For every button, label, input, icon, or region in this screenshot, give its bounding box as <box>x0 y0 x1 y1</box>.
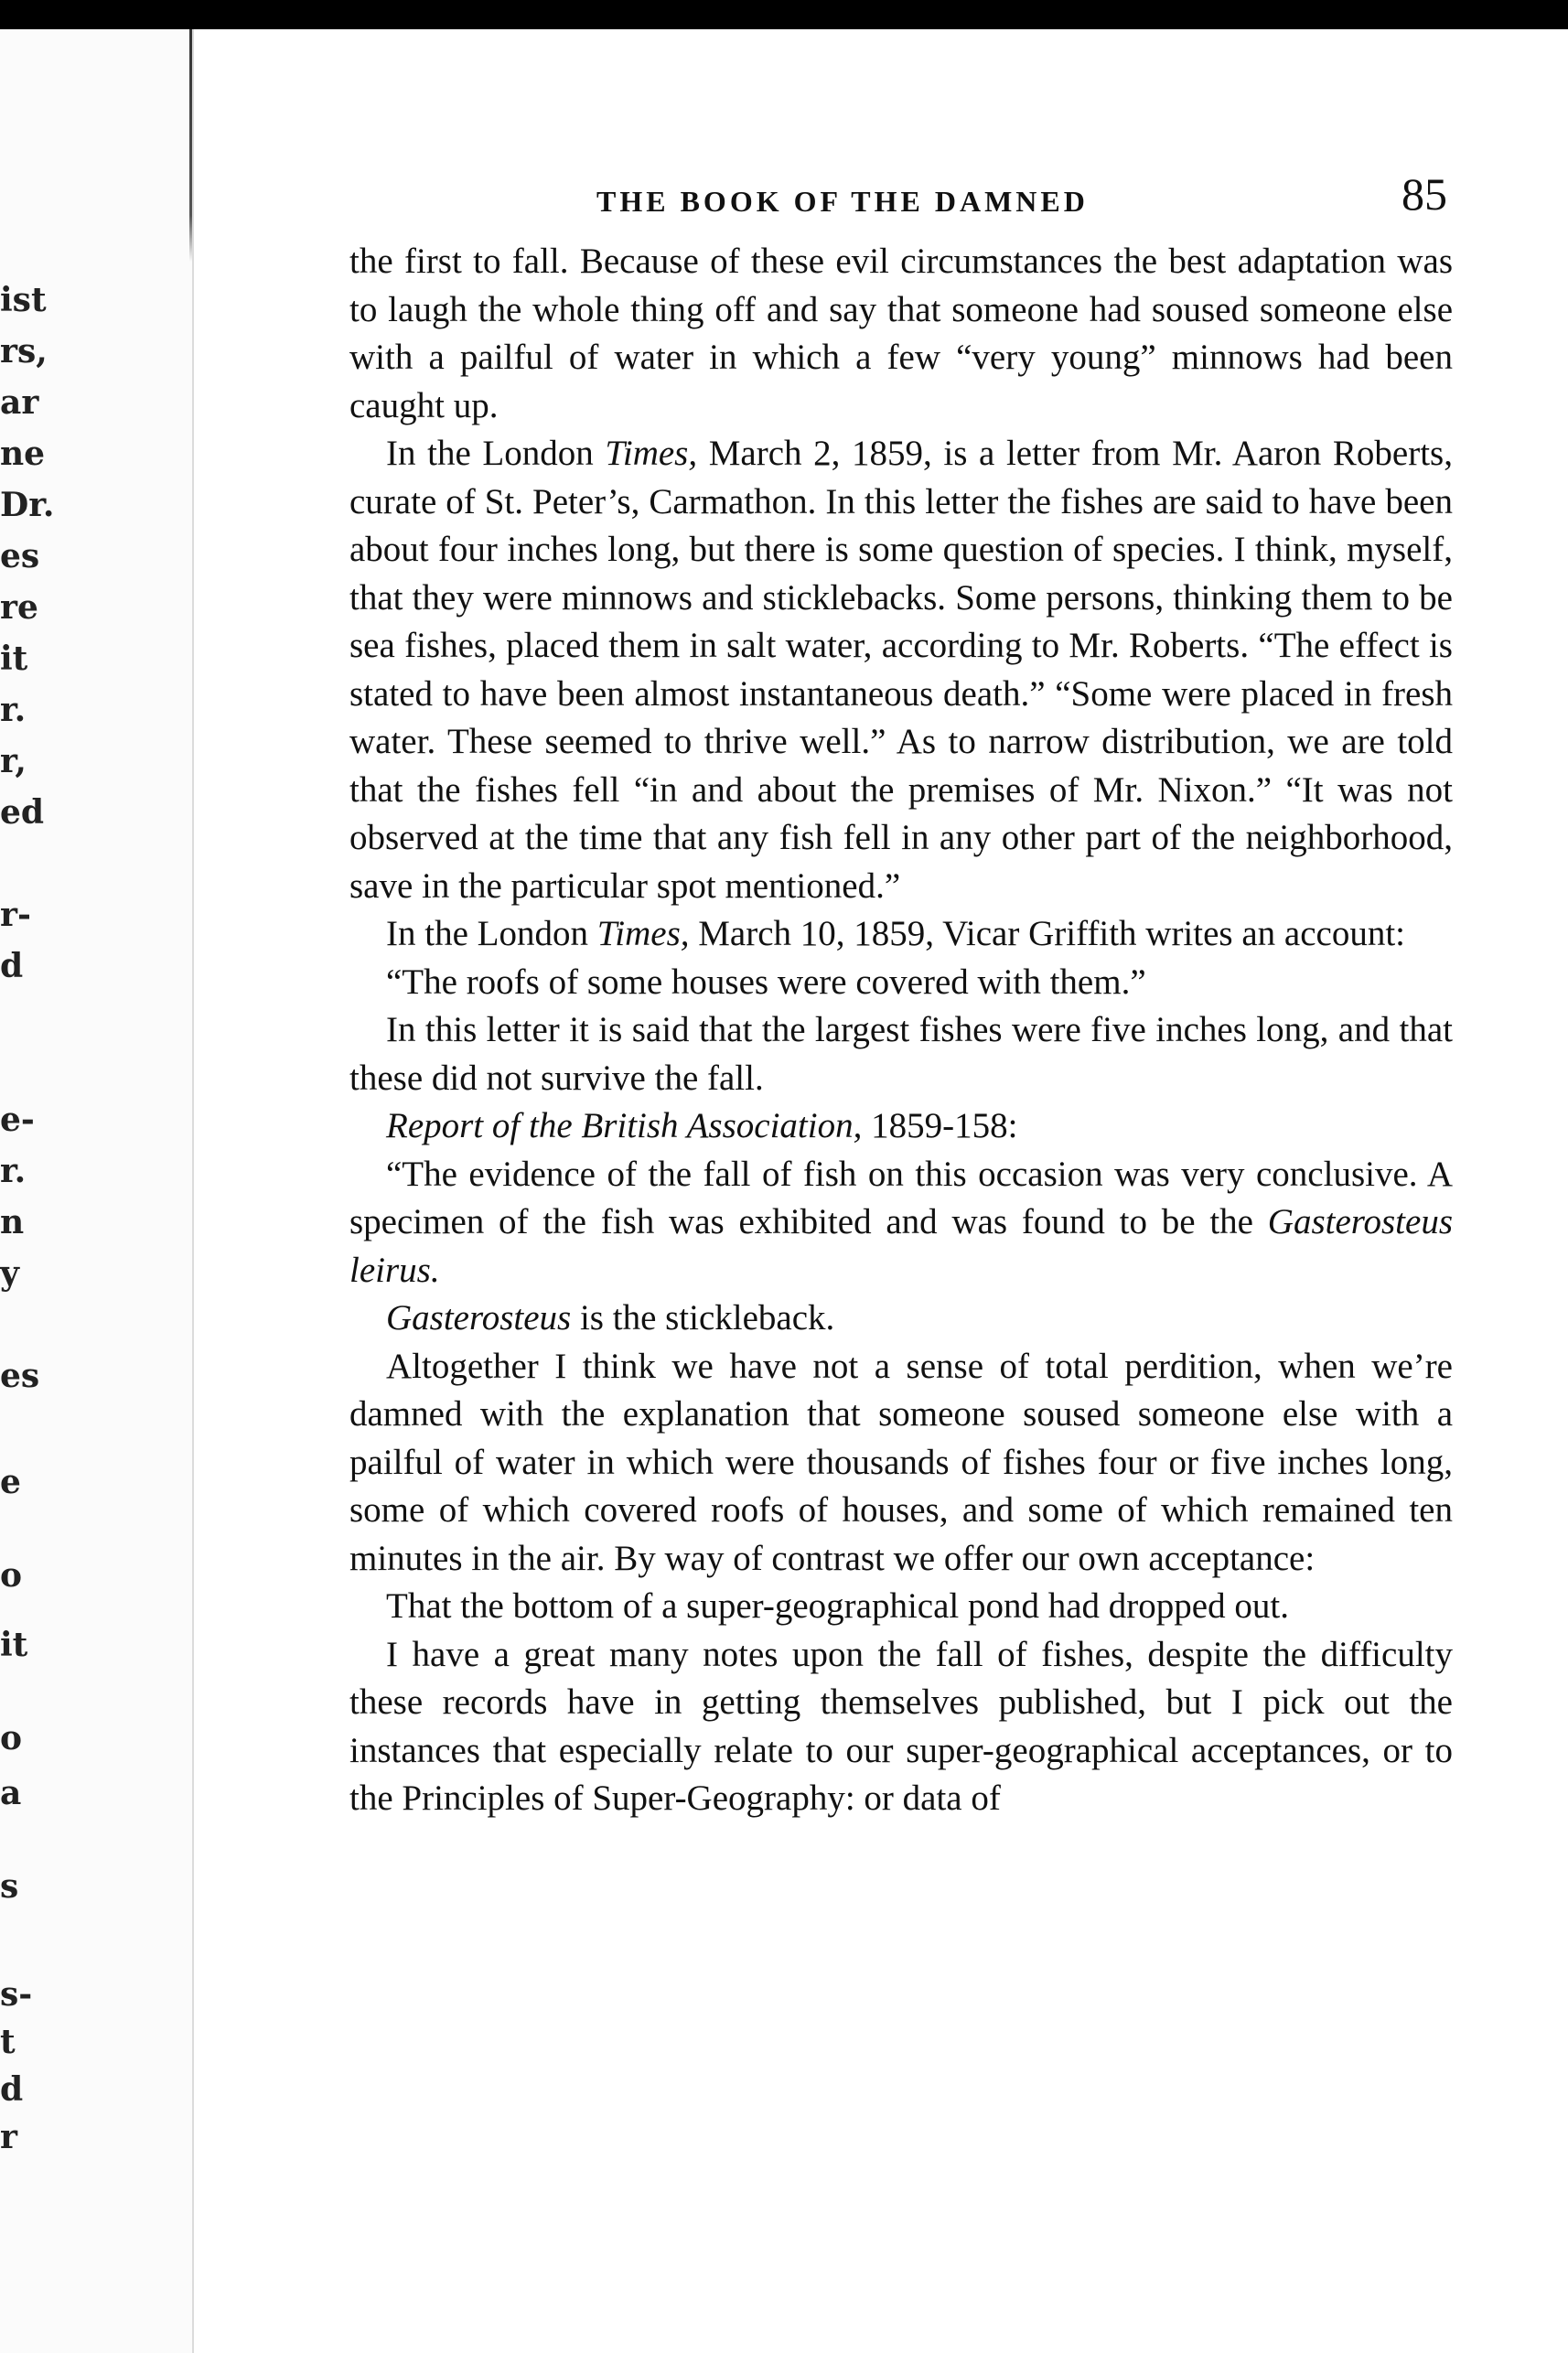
left-page-fragment: ed <box>0 793 45 832</box>
left-page-fragment: ar <box>0 383 39 422</box>
left-page-fragment: r. <box>0 1152 27 1190</box>
left-page-fragment: rs, <box>0 332 48 371</box>
book-gutter-line <box>192 29 194 2353</box>
left-page-fragment: e- <box>0 1101 35 1139</box>
paragraph: I have a great many notes upon the fall of fishes, despite the difficulty these records have in getting themselves published, but I pick out the instances that especially relate to our super-geographical acceptances, or to the Principles of Super-Geography: or data of <box>349 1634 1453 1818</box>
left-page-fragment: o <box>0 1719 23 1757</box>
quote-paragraph: “The roofs of some houses were covered with them.” <box>386 962 1146 1002</box>
paragraph: That the bottom of a super-geographical pond had dropped out. <box>386 1586 1289 1626</box>
quote-paragraph: “The evidence of the fall of fish on this occasion was very conclusive. A specimen of the fish was exhibited and was found to be the Gasterosteus leirus. <box>349 1154 1453 1290</box>
left-page-fragment: o <box>0 1556 23 1595</box>
left-page-fragment: it <box>0 1626 28 1664</box>
left-page-fragment: d <box>0 2070 24 2109</box>
left-page-fragment: a <box>0 1774 22 1812</box>
paragraph: Altogether I think we have not a sense of total perdition, when we’re damned with the explanation that someone soused someone else with a pailful of water in which were thousands of fishes four or five inches long, some of which covered roofs of houses, and some of which remained ten minutes in the air. By way of contrast we offer our own acceptance: <box>349 1346 1453 1578</box>
left-page-fragment: y <box>0 1254 19 1293</box>
left-page-fragment: es <box>0 1357 40 1395</box>
paragraph: In the London Times, March 2, 1859, is a letter from Mr. Aaron Roberts, curate of St. Peter’s, Carmathon. In this letter the fishes are said to have been about four inches long, but there is some question of species. I think, myself, that they were minnows and sticklebacks. Some persons, thinking them to be sea fishes, placed them in salt water, according to Mr. Roberts. “The effect is stated to have been almost instantaneous death.” “Some were placed in fresh water. These seemed to thrive well.” As to narrow distribution, we are told that the fishes fell “in and about the premises of Mr. Nixon.” “It was not observed at the time that any fish fell in any other part of the neighborhood, save in the particular spot mentioned.” <box>349 434 1453 906</box>
left-page-fragment: r <box>0 2118 17 2156</box>
left-page-fragment: it <box>0 639 28 678</box>
paragraph: the first to fall. Because of these evil circumstances the best adaptation was to laugh the whole thing off and say that someone had soused someone else with a pailful of water in which a few “very young” minnows had been caught up. <box>349 242 1453 425</box>
left-page-fragment: ist <box>0 281 47 319</box>
paragraph: In the London Times, March 10, 1859, Vicar Griffith writes an account: <box>386 914 1405 953</box>
left-page-fragment: Dr. <box>0 486 55 524</box>
left-page-fragment: es <box>0 537 40 575</box>
paragraph: Gasterosteus is the stickleback. <box>386 1298 835 1338</box>
running-header: THE BOOK OF THE DAMNED <box>596 185 1089 218</box>
left-page-fragment: re <box>0 588 38 627</box>
left-page-fragment: s <box>0 1867 19 1906</box>
paragraph: In this letter it is said that the largest fishes were five inches long, and that these did not survive the fall. <box>349 1010 1453 1098</box>
page-number: 85 <box>1402 168 1447 220</box>
left-page-fragment: e <box>0 1463 21 1501</box>
left-page-fragment: t <box>0 2023 16 2061</box>
left-page-edge <box>0 29 194 2353</box>
left-page-fragment: ne <box>0 435 46 473</box>
left-page-fragment: r- <box>0 896 31 934</box>
citation-paragraph: Report of the British Association, 1859-158: <box>386 1106 1018 1145</box>
body-text <box>349 238 1453 1823</box>
left-page-fragment: s- <box>0 1975 33 2014</box>
left-page-fragment: r. <box>0 691 27 729</box>
left-page-fragment: n <box>0 1203 25 1241</box>
scan-top-border <box>0 0 1568 29</box>
left-page-fragment: r, <box>0 742 27 780</box>
left-page-fragment: d <box>0 947 24 985</box>
